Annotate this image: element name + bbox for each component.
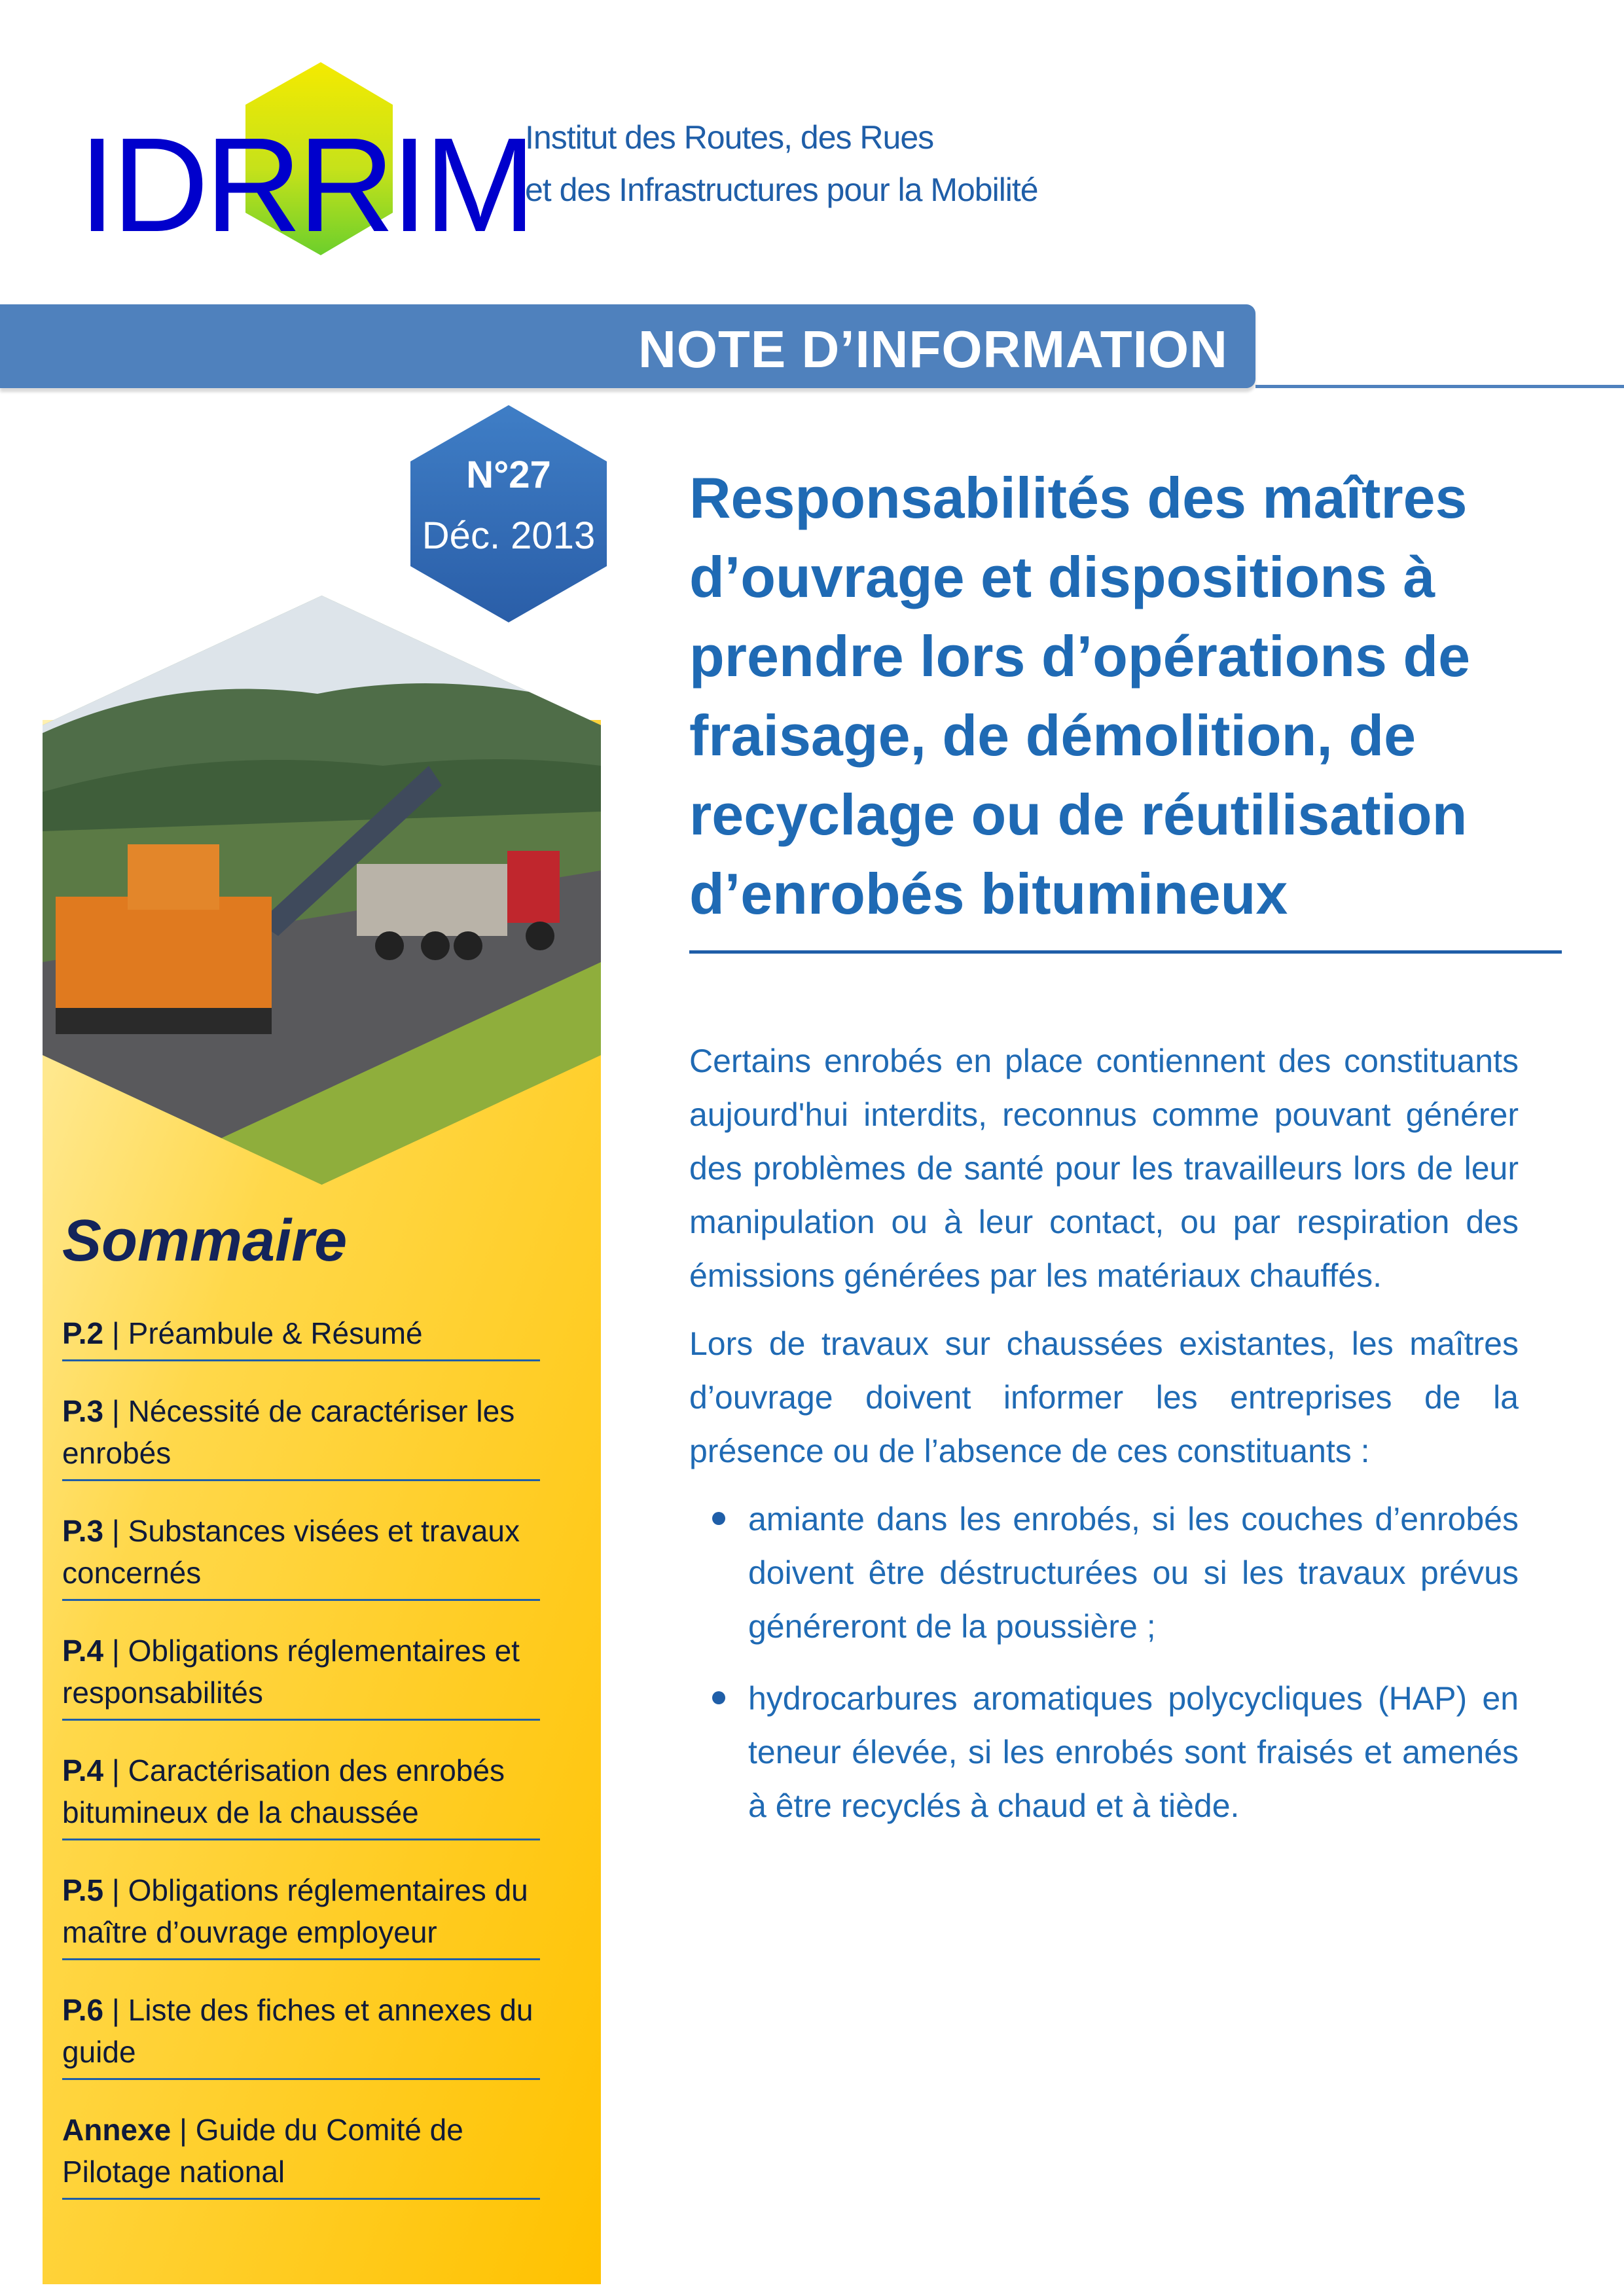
toc-label: Préambule & Résumé (128, 1316, 423, 1350)
band-rule (1255, 385, 1624, 388)
issue-number: N°27 (466, 454, 551, 496)
toc-label: Substances visées et travaux concernés (62, 1514, 520, 1590)
bullet-item (748, 1492, 1519, 1653)
logo-letters: IDRRIM (79, 110, 532, 260)
bullet-list (689, 1492, 1519, 1833)
toc-label: Obligations réglementaires du maître d’ouvrage employeur (62, 1873, 528, 1949)
toc-label: Guide du Comité de Pilotage national (62, 2113, 463, 2189)
bullet-text: hydrocarbures aromatiques polycycliques (HAP) en teneur élevée, si les enrobés sont fraisés et amenés à être recyclés à chaud et à tiède. (748, 1680, 1519, 1824)
toc-page: Annexe (62, 2113, 171, 2147)
toc-page: P.3 (62, 1394, 104, 1428)
toc-page: P.4 (62, 1634, 104, 1668)
paragraph-2: Lors de travaux sur chaussées existantes, les maîtres d’ouvrage doivent informer les entreprises de la présence ou de l’absence de ces constituants : (689, 1325, 1519, 1469)
table-of-contents (62, 1312, 540, 2229)
tagline-line-2: et des Infrastructures pour la Mobilité (525, 171, 1038, 208)
paragraph-1: Certains enrobés en place contiennent des constituants aujourd'hui interdits, reconnus comme pouvant générer des problèmes de santé pour les travailleurs lors de leur manipulation ou à leur contact, ou par respiration des émissions générées par les matériaux chauffés. (689, 1043, 1519, 1294)
cover-photo (43, 596, 601, 1185)
logo-wordmark (79, 110, 532, 260)
toc-label: Liste des fiches et annexes du guide (62, 1993, 533, 2069)
bullet-item (748, 1672, 1519, 1833)
bullet-icon (712, 1512, 725, 1525)
logo-tagline (525, 111, 1038, 216)
toc-label: Obligations réglementaires et responsabilités (62, 1634, 520, 1710)
body-text (689, 1034, 1519, 1851)
toc-page: P.4 (62, 1753, 104, 1787)
toc-item[interactable]: P.5 | Obligations réglementaires du maître d’ouvrage employeur (62, 1869, 540, 1960)
title-rule (689, 950, 1562, 954)
issue-date: Déc. 2013 (422, 514, 596, 557)
toc-item[interactable]: P.3 | Nécessité de caractériser les enrobés (62, 1390, 540, 1481)
sommaire-heading: Sommaire (62, 1208, 348, 1274)
bullet-icon (712, 1691, 725, 1704)
toc-page: P.6 (62, 1993, 104, 2027)
toc-page: P.2 (62, 1316, 104, 1350)
toc-item[interactable]: P.3 | Substances visées et travaux concernés (62, 1510, 540, 1601)
document-title: Responsabilités des maîtres d’ouvrage et dispositions à prendre lors d’opérations de fraisage, de démolition, de recyclage ou de réutilisation d’enrobés bitumineux (689, 465, 1471, 926)
toc-label: Caractérisation des enrobés bitumineux de la chaussée (62, 1753, 505, 1829)
toc-item[interactable]: P.4 | Obligations réglementaires et responsabilités (62, 1630, 540, 1721)
toc-item[interactable]: P.6 | Liste des fiches et annexes du guide (62, 1989, 540, 2080)
toc-page: P.3 (62, 1514, 104, 1548)
toc-item[interactable]: P.4 | Caractérisation des enrobés bitumineux de la chaussée (62, 1749, 540, 1840)
toc-item[interactable]: P.2 | Préambule & Résumé (62, 1312, 540, 1361)
bullet-text: amiante dans les enrobés, si les couches d’enrobés doivent être déstructurées ou si les travaux prévus généreront de la poussière ; (748, 1501, 1519, 1645)
tagline-line-1: Institut des Routes, des Rues (525, 119, 934, 156)
toc-page: P.5 (62, 1873, 104, 1907)
toc-item[interactable]: Annexe | Guide du Comité de Pilotage national (62, 2109, 540, 2200)
idrrim-logo (79, 59, 532, 262)
road-milling-photo (43, 596, 601, 1185)
toc-label: Nécessité de caractériser les enrobés (62, 1394, 515, 1470)
note-title: NOTE D’INFORMATION (638, 320, 1228, 378)
